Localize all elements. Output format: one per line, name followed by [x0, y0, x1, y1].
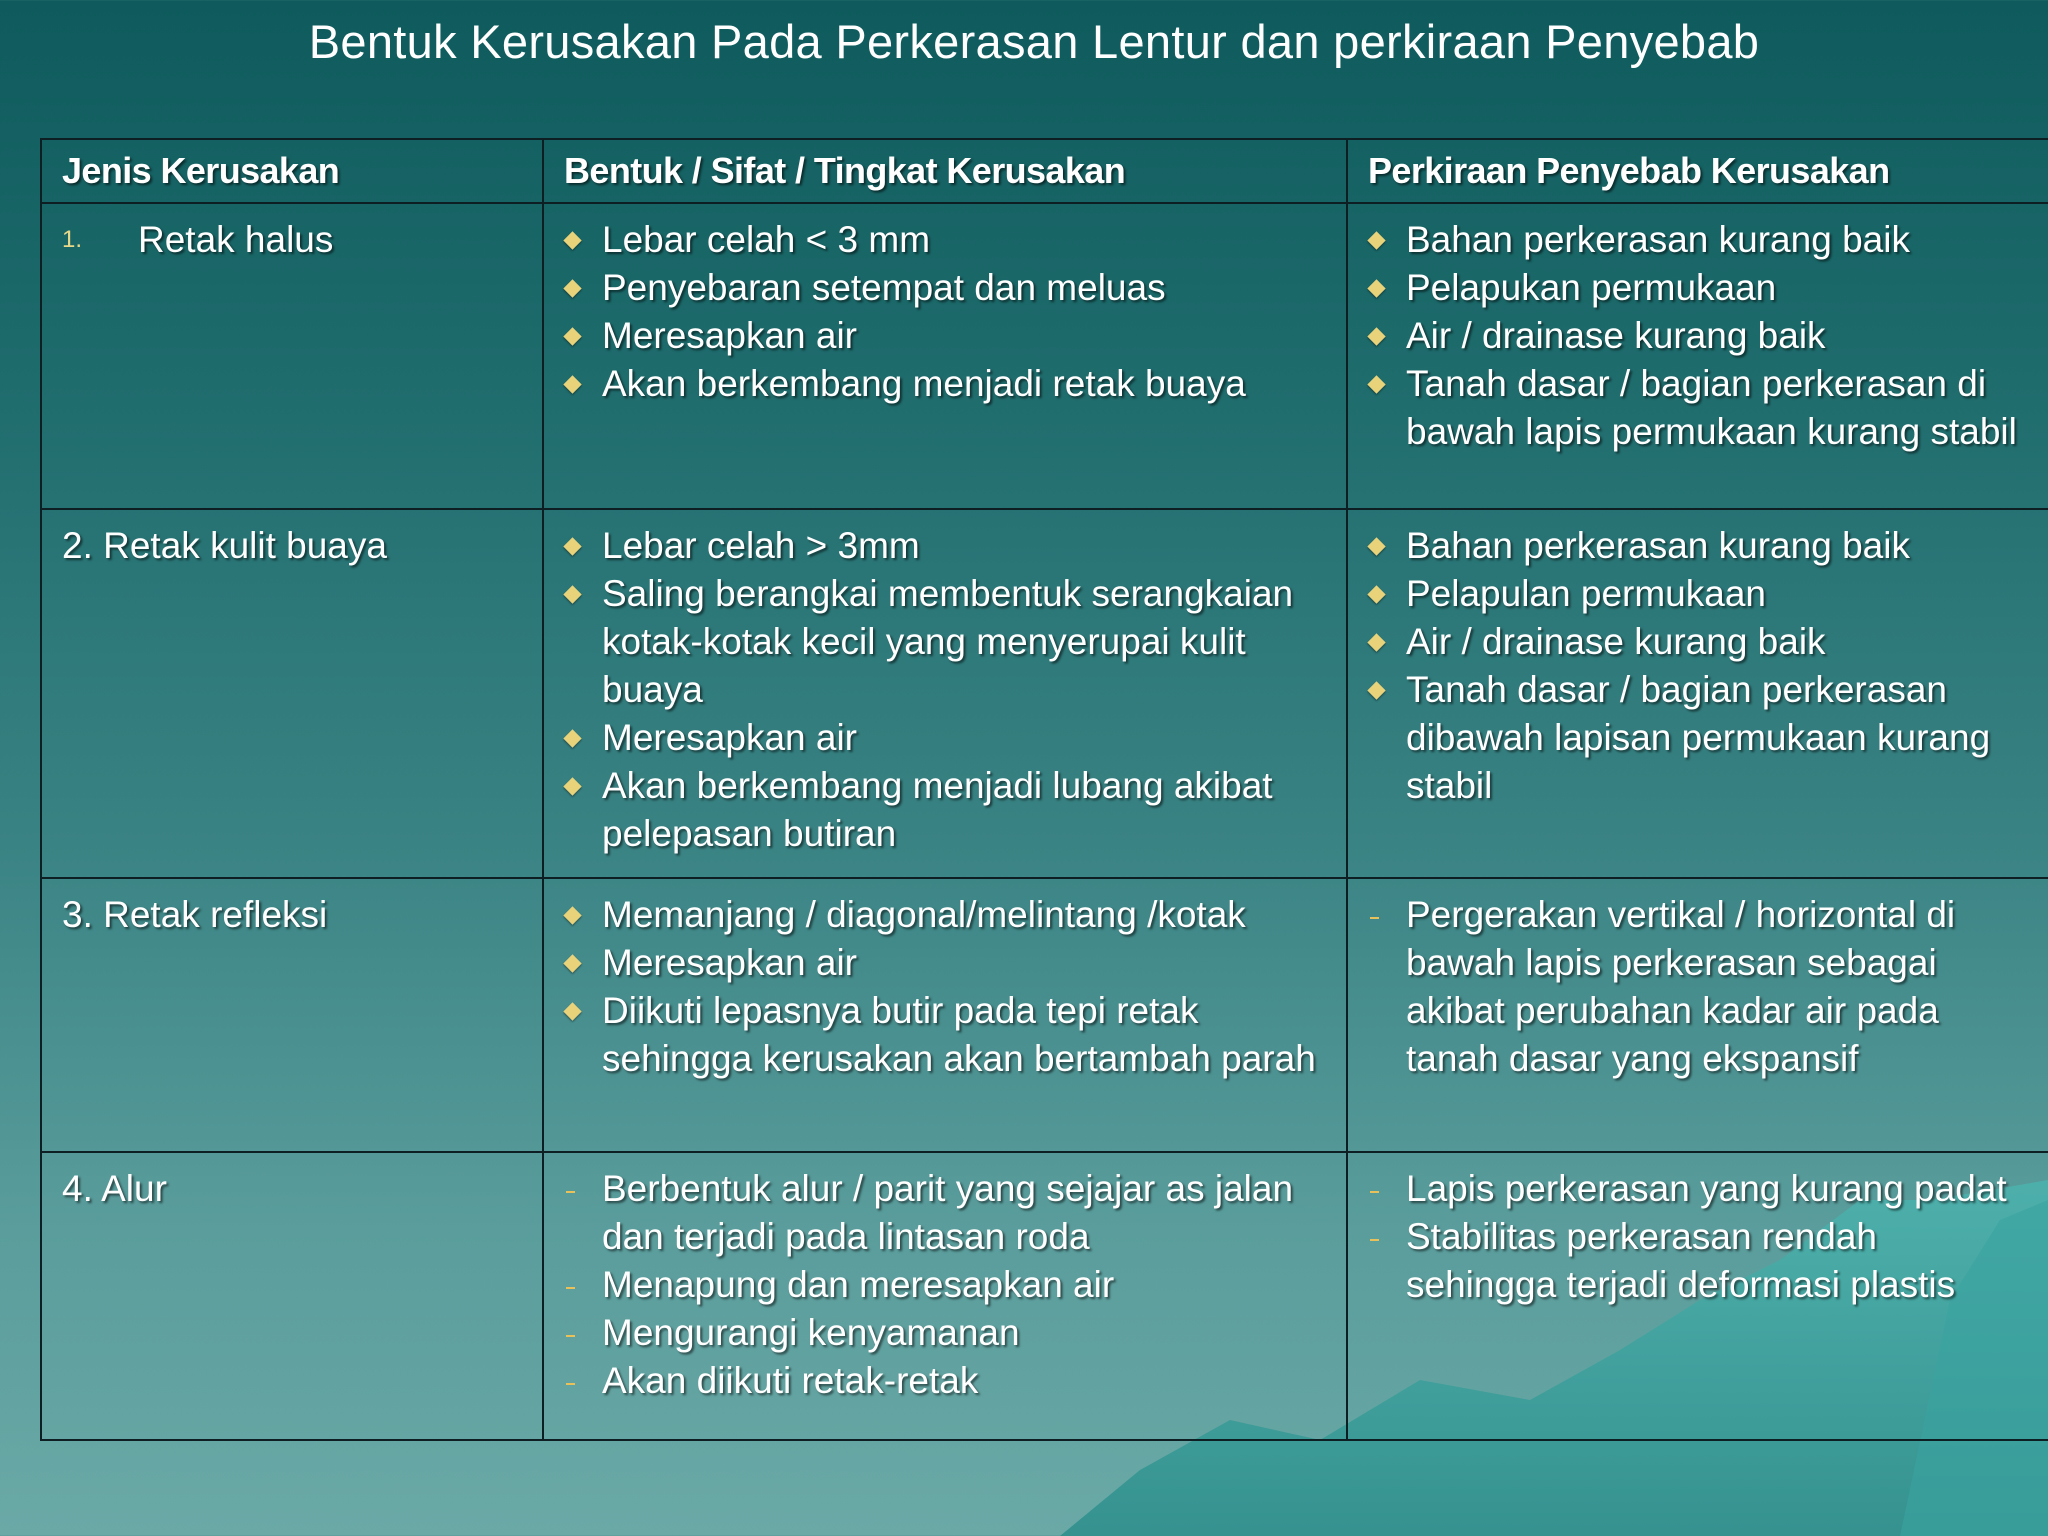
list-item [564, 714, 1328, 762]
list-item [1368, 264, 2030, 312]
form-list [564, 522, 1328, 858]
damage-type-cell [41, 1152, 543, 1440]
damage-form-cell [543, 509, 1347, 878]
diamond-icon [1367, 681, 1385, 699]
diamond-icon [1367, 279, 1385, 297]
header-damage-cause: Perkiraan Penyebab Kerusakan [1347, 139, 2048, 203]
damage-type-cell [41, 509, 543, 878]
list-item [564, 762, 1328, 858]
list-item [1368, 216, 2030, 264]
damage-cause-cell [1347, 203, 2048, 509]
list-item [564, 1357, 1328, 1405]
diamond-icon [1367, 633, 1385, 651]
table-row [41, 1152, 2048, 1440]
damage-form-cell [543, 203, 1347, 509]
diamond-icon [563, 327, 581, 345]
list-item [564, 891, 1328, 939]
form-list [564, 1165, 1328, 1405]
diamond-icon [563, 375, 581, 393]
dash-icon [1370, 1239, 1379, 1241]
diamond-icon [1367, 585, 1385, 603]
dash-icon [566, 1383, 575, 1385]
diamond-icon [563, 231, 581, 249]
dash-icon [1370, 917, 1379, 919]
cause-list [1368, 891, 2030, 1083]
list-item [564, 522, 1328, 570]
list-item-text: Diikuti lepasnya butir pada tepi retak sehingga kerusakan akan bertambah parah [602, 990, 1316, 1079]
list-item [564, 216, 1328, 264]
list-item-text: Bahan perkerasan kurang baik [1406, 525, 1910, 566]
diamond-icon [563, 777, 581, 795]
list-item-text: Lebar celah < 3 mm [602, 219, 931, 260]
list-item-text: Air / drainase kurang baik [1406, 621, 1826, 662]
damage-cause-cell [1347, 1152, 2048, 1440]
list-item-text: Saling berangkai membentuk serangkaian kotak-kotak kecil yang menyerupai kulit buaya [602, 573, 1294, 710]
diamond-icon [563, 1002, 581, 1020]
list-item [1368, 618, 2030, 666]
damage-type-cell [41, 203, 543, 509]
dash-icon [566, 1335, 575, 1337]
damage-type-text: 2. Retak kulit buaya [62, 525, 387, 566]
table-row [41, 203, 2048, 509]
list-item-text: Tanah dasar / bagian perkerasan dibawah lapisan permukaan kurang stabil [1406, 669, 1991, 806]
damage-type-text: 4. Alur [62, 1168, 167, 1209]
diamond-icon [1367, 537, 1385, 555]
diamond-icon [563, 954, 581, 972]
list-item [1368, 522, 2030, 570]
diamond-icon [1367, 231, 1385, 249]
diamond-icon [563, 279, 581, 297]
list-item [1368, 570, 2030, 618]
diamond-icon [563, 585, 581, 603]
list-item-text: Menapung dan meresapkan air [602, 1264, 1115, 1305]
table-row [41, 509, 2048, 878]
list-item [564, 1309, 1328, 1357]
damage-form-cell [543, 1152, 1347, 1440]
list-item-text: Stabilitas perkerasan rendah sehingga terjadi deformasi plastis [1406, 1216, 1956, 1305]
list-number-marker: 1. [62, 226, 83, 253]
list-item-text: Berbentuk alur / parit yang sejajar as jalan dan terjadi pada lintasan roda [602, 1168, 1294, 1257]
table-header-row [41, 139, 2048, 203]
diamond-icon [1367, 327, 1385, 345]
list-item-text: Lapis perkerasan yang kurang padat [1406, 1168, 2007, 1209]
list-item-text: Meresapkan air [602, 315, 858, 356]
list-item-text: Akan diikuti retak-retak [602, 1360, 979, 1401]
list-item [564, 939, 1328, 987]
damage-type-text: Retak halus [138, 219, 334, 260]
diamond-icon [1367, 375, 1385, 393]
list-item-text: Mengurangi kenyamanan [602, 1312, 1020, 1353]
list-item-text: Meresapkan air [602, 942, 858, 983]
list-item [564, 1165, 1328, 1261]
list-item [1368, 312, 2030, 360]
form-list [564, 216, 1328, 408]
list-item-text: Pelapulan permukaan [1406, 573, 1766, 614]
slide-title: Bentuk Kerusakan Pada Perkerasan Lentur dan perkiraan Penyebab [308, 15, 1760, 68]
list-item [564, 1261, 1328, 1309]
damage-type-text: 3. Retak refleksi [62, 894, 328, 935]
cause-list [1368, 216, 2030, 456]
list-item-text: Bahan perkerasan kurang baik [1406, 219, 1910, 260]
list-item [564, 312, 1328, 360]
list-item-text: Air / drainase kurang baik [1406, 315, 1826, 356]
list-item-text: Pergerakan vertikal / horizontal di bawah lapis perkerasan sebagai akibat perubahan kadar air pada tanah dasar yang ekspansif [1406, 894, 1956, 1079]
cause-list [1368, 522, 2030, 810]
list-item [1368, 1165, 2030, 1213]
damage-type-label [62, 216, 524, 264]
cause-list [1368, 1165, 2030, 1309]
list-item [564, 360, 1328, 408]
list-item [564, 987, 1328, 1083]
diamond-icon [563, 729, 581, 747]
list-item-text: Meresapkan air [602, 717, 858, 758]
list-item [1368, 666, 2030, 810]
dash-icon [566, 1287, 575, 1289]
list-item-text: Lebar celah > 3mm [602, 525, 920, 566]
list-item [564, 264, 1328, 312]
header-damage-type: Jenis Kerusakan [41, 139, 543, 203]
damage-table [40, 138, 2048, 1441]
list-item-text: Penyebaran setempat dan meluas [602, 267, 1166, 308]
list-item-text: Tanah dasar / bagian perkerasan di bawah lapis permukaan kurang stabil [1406, 363, 2017, 452]
dash-icon [1370, 1191, 1379, 1193]
list-item [564, 570, 1328, 714]
damage-cause-cell [1347, 509, 2048, 878]
list-item-text: Memanjang / diagonal/melintang /kotak [602, 894, 1246, 935]
list-item [1368, 360, 2030, 456]
dash-icon [566, 1191, 575, 1193]
list-item [1368, 1213, 2030, 1309]
damage-type-cell [41, 878, 543, 1152]
list-item-text: Akan berkembang menjadi retak buaya [602, 363, 1246, 404]
list-item-text: Pelapukan permukaan [1406, 267, 1777, 308]
table-row [41, 878, 2048, 1152]
diamond-icon [563, 906, 581, 924]
form-list [564, 891, 1328, 1083]
damage-form-cell [543, 878, 1347, 1152]
damage-cause-cell [1347, 878, 2048, 1152]
list-item [1368, 891, 2030, 1083]
diamond-icon [563, 537, 581, 555]
header-damage-form: Bentuk / Sifat / Tingkat Kerusakan [543, 139, 1347, 203]
list-item-text: Akan berkembang menjadi lubang akibat pelepasan butiran [602, 765, 1273, 854]
